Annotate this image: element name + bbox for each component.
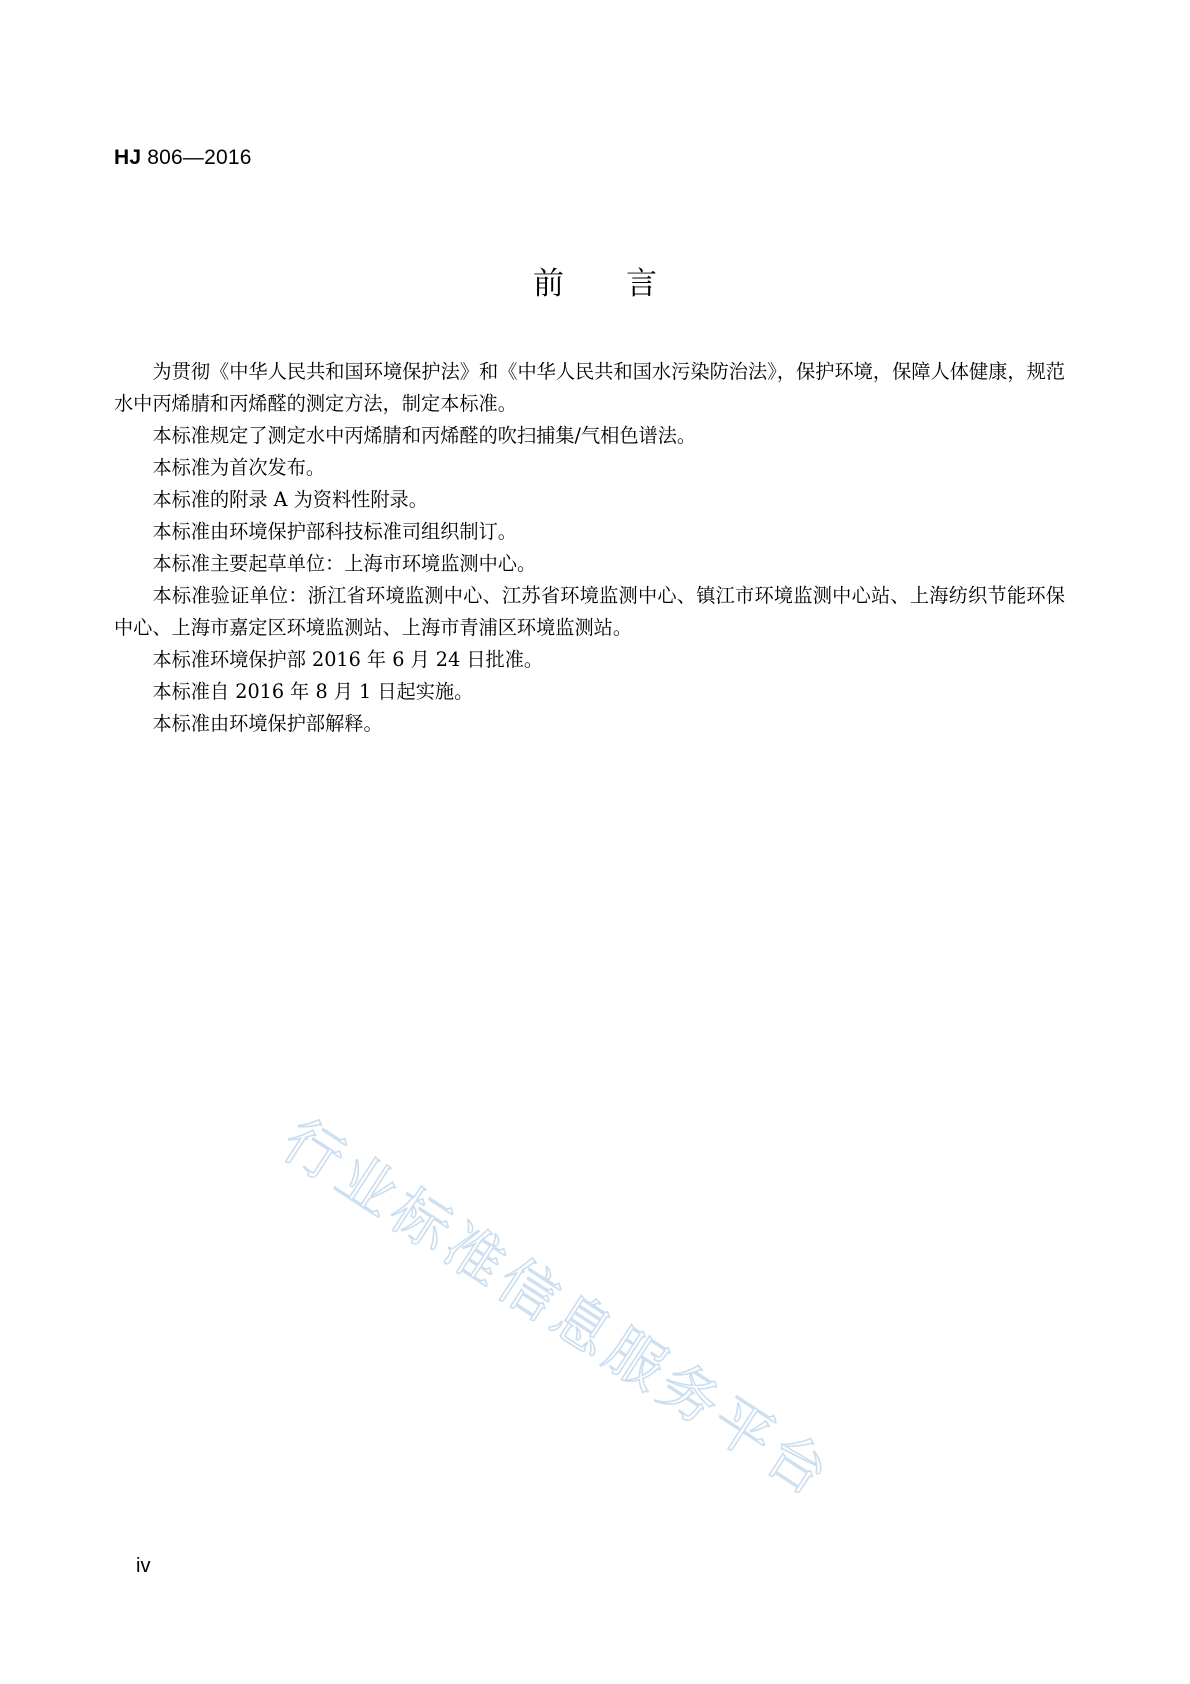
paragraph-appendix: 本标准的附录 A 为资料性附录。 [152, 488, 428, 511]
paragraph-verification-units: 本标准验证单位：浙江省环境监测中心、江苏省环境监测中心、镇江市环境监测中心站、上海纺织节能环保中心、上海市嘉定区环境监测站、上海市青浦区环境监测站。 [114, 584, 1065, 639]
paragraph-effective-date: 本标准自 2016 年 8 月 1 日起实施。 [152, 680, 474, 703]
standard-code-prefix: HJ [114, 146, 142, 169]
paragraph-drafting-unit: 本标准主要起草单位：上海市环境监测中心。 [152, 552, 537, 575]
paragraph-first-release: 本标准为首次发布。 [152, 456, 326, 479]
standard-code-number: 806—2016 [147, 146, 252, 169]
standard-code-header [114, 146, 252, 170]
watermark-text: 行业标准信息服务平台 [270, 1105, 845, 1512]
paragraph-scope: 本标准规定了测定水中丙烯腈和丙烯醛的吹扫捕集/气相色谱法。 [152, 424, 697, 447]
paragraph-purpose: 为贯彻《中华人民共和国环境保护法》和《中华人民共和国水污染防治法》，保护环境，保障人体健康，规范水中丙烯腈和丙烯醛的测定方法，制定本标准。 [114, 360, 1065, 415]
foreword-body [114, 356, 1065, 740]
paragraph-interpretation: 本标准由环境保护部解释。 [152, 712, 383, 735]
paragraph-approval-date: 本标准环境保护部 2016 年 6 月 24 日批准。 [152, 648, 544, 671]
page-title: 前言 [533, 266, 719, 302]
page-number: iv [136, 1555, 151, 1577]
paragraph-organizer: 本标准由环境保护部科技标准司组织制订。 [152, 520, 517, 543]
